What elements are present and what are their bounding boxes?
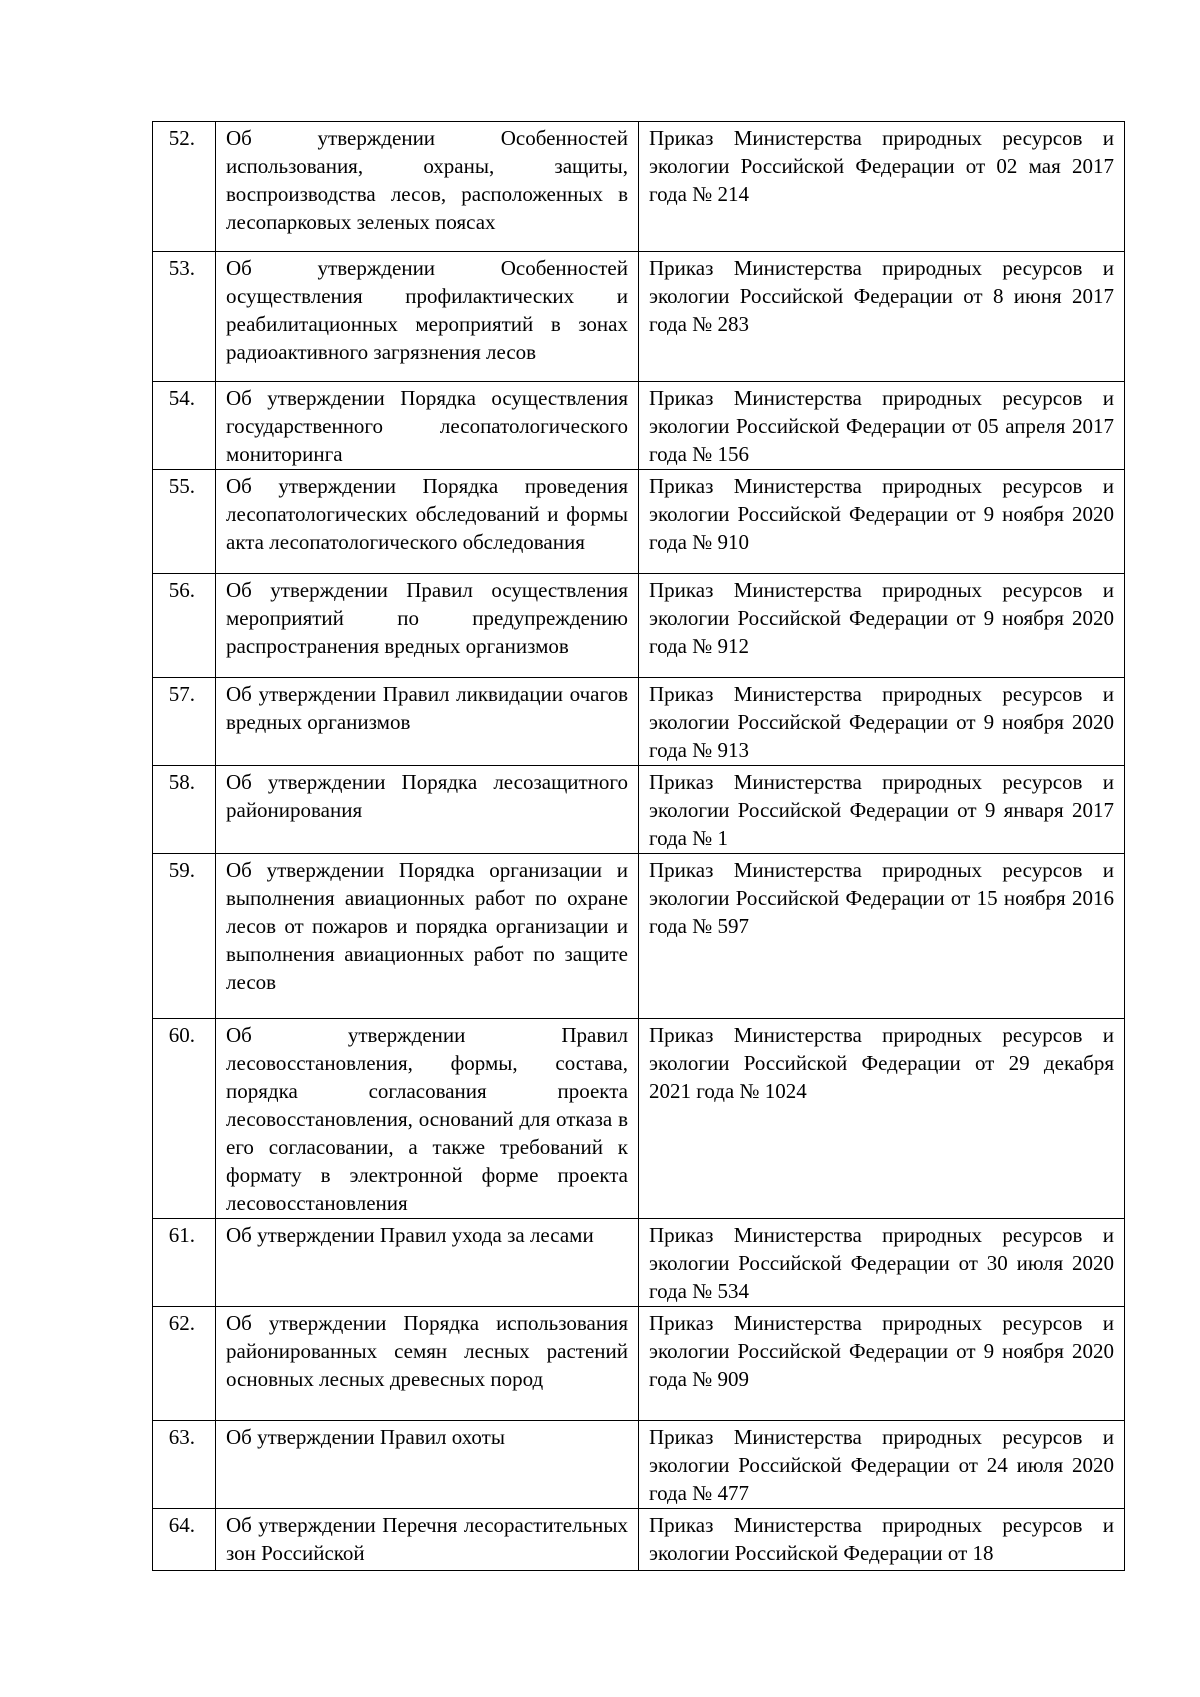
row-number: 62. — [153, 1307, 216, 1421]
table-row — [153, 1509, 1125, 1571]
act-reference: Приказ Министерства природных ресурсов и экологии Российской Федерации от 9 ноября 2020 года № 910 — [639, 470, 1125, 574]
row-number: 59. — [153, 854, 216, 1019]
act-reference: Приказ Министерства природных ресурсов и экологии Российской Федерации от 9 января 2017 года № 1 — [639, 766, 1125, 854]
act-title: Об утверждении Перечня лесорастительных зон Российской — [216, 1509, 639, 1571]
row-number: 58. — [153, 766, 216, 854]
table-row — [153, 574, 1125, 678]
row-number: 60. — [153, 1019, 216, 1219]
table-row — [153, 854, 1125, 1019]
act-reference: Приказ Министерства природных ресурсов и экологии Российской Федерации от 18 — [639, 1509, 1125, 1571]
table-row — [153, 470, 1125, 574]
act-title: Об утверждении Порядка лесозащитного районирования — [216, 766, 639, 854]
table-row — [153, 1421, 1125, 1509]
act-reference: Приказ Министерства природных ресурсов и экологии Российской Федерации от 02 мая 2017 года № 214 — [639, 122, 1125, 252]
table-row — [153, 678, 1125, 766]
act-reference: Приказ Министерства природных ресурсов и экологии Российской Федерации от 8 июня 2017 года № 283 — [639, 252, 1125, 382]
table-row — [153, 382, 1125, 470]
act-title: Об утверждении Порядка осуществления государственного лесопатологического мониторинга — [216, 382, 639, 470]
table-row — [153, 252, 1125, 382]
act-title: Об утверждении Порядка использования районированных семян лесных растений основных лесных древесных пород — [216, 1307, 639, 1421]
act-reference: Приказ Министерства природных ресурсов и экологии Российской Федерации от 29 декабря 2021 года № 1024 — [639, 1019, 1125, 1219]
act-title: Об утверждении Порядка организации и выполнения авиационных работ по охране лесов от пожаров и порядка организации и выполнения авиационных работ по защите лесов — [216, 854, 639, 1019]
act-reference: Приказ Министерства природных ресурсов и экологии Российской Федерации от 9 ноября 2020 года № 913 — [639, 678, 1125, 766]
act-title: Об утверждении Правил лесовосстановления, формы, состава, порядка согласования проекта лесовосстановления, оснований для отказа в его согласовании, а также требований к формату в электронной форме проекта лесовосстановления — [216, 1019, 639, 1219]
table-row — [153, 766, 1125, 854]
table-row — [153, 1219, 1125, 1307]
document-page — [152, 121, 1124, 1571]
act-title: Об утверждении Правил ухода за лесами — [216, 1219, 639, 1307]
table-row — [153, 1307, 1125, 1421]
row-number: 54. — [153, 382, 216, 470]
act-reference: Приказ Министерства природных ресурсов и экологии Российской Федерации от 05 апреля 2017 года № 156 — [639, 382, 1125, 470]
act-title: Об утверждении Особенностей использования, охраны, защиты, воспроизводства лесов, расположенных в лесопарковых зеленых поясах — [216, 122, 639, 252]
row-number: 55. — [153, 470, 216, 574]
row-number: 61. — [153, 1219, 216, 1307]
row-number: 56. — [153, 574, 216, 678]
act-reference: Приказ Министерства природных ресурсов и экологии Российской Федерации от 30 июля 2020 года № 534 — [639, 1219, 1125, 1307]
row-number: 53. — [153, 252, 216, 382]
row-number: 63. — [153, 1421, 216, 1509]
row-number: 52. — [153, 122, 216, 252]
row-number: 64. — [153, 1509, 216, 1571]
act-reference: Приказ Министерства природных ресурсов и экологии Российской Федерации от 15 ноября 2016 года № 597 — [639, 854, 1125, 1019]
act-title: Об утверждении Правил ликвидации очагов вредных организмов — [216, 678, 639, 766]
act-reference: Приказ Министерства природных ресурсов и экологии Российской Федерации от 9 ноября 2020 года № 909 — [639, 1307, 1125, 1421]
act-title: Об утверждении Правил охоты — [216, 1421, 639, 1509]
act-title: Об утверждении Особенностей осуществления профилактических и реабилитационных мероприятий в зонах радиоактивного загрязнения лесов — [216, 252, 639, 382]
act-reference: Приказ Министерства природных ресурсов и экологии Российской Федерации от 24 июля 2020 года № 477 — [639, 1421, 1125, 1509]
regulations-table — [152, 121, 1125, 1571]
act-title: Об утверждении Порядка проведения лесопатологических обследований и формы акта лесопатологического обследования — [216, 470, 639, 574]
table-row — [153, 122, 1125, 252]
row-number: 57. — [153, 678, 216, 766]
act-reference: Приказ Министерства природных ресурсов и экологии Российской Федерации от 9 ноября 2020 года № 912 — [639, 574, 1125, 678]
table-row — [153, 1019, 1125, 1219]
act-title: Об утверждении Правил осуществления мероприятий по предупреждению распространения вредных организмов — [216, 574, 639, 678]
